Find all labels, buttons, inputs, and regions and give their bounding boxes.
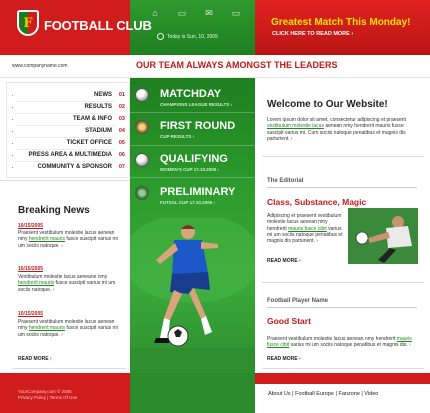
- footer-link-about[interactable]: About Us: [268, 391, 291, 397]
- footer-red-bar: [255, 373, 430, 384]
- soccer-ball-icon: [135, 88, 149, 102]
- mail-icon[interactable]: ✉: [205, 8, 213, 18]
- clock-icon: [157, 33, 164, 40]
- goalkeeper-photo: [348, 208, 418, 264]
- menu-bullet: [12, 167, 13, 168]
- editorial-title[interactable]: Class, Substance, Magic: [267, 197, 367, 207]
- arrow-icon: ›: [298, 258, 301, 264]
- news-item: Vestibulum molestie lacus aeneane nmy hendrerit mauris fusce suscipit varius mi um sociis natoque. ›: [18, 274, 116, 293]
- menu-item-community[interactable]: COMMUNITY & SPONSOR 07: [37, 164, 125, 170]
- news-link[interactable]: hendrerit mauris: [28, 325, 65, 332]
- player-heading: Football Player Name: [267, 298, 329, 304]
- news-date[interactable]: 10/15/2005: [18, 311, 44, 317]
- site-url: www.companyname.com: [12, 63, 68, 69]
- menu-divider: [15, 161, 115, 162]
- sitemap-icon[interactable]: ▭: [177, 8, 187, 18]
- club-logo[interactable]: F: [17, 10, 39, 36]
- menu-bullet: [12, 131, 13, 132]
- arrow-icon: ›: [290, 135, 293, 142]
- footer-link-video[interactable]: Video: [364, 391, 379, 397]
- divider: [0, 180, 130, 181]
- divider: [130, 145, 255, 146]
- news-item: Praesent vestibulum molestie lacus aenean nmy hendrerit mauris fusce suscipit varius mi um sociis natoque. ›: [18, 319, 118, 338]
- banner-qualifying[interactable]: QUALIFYING WOMEN'S CUP 17.10.2005 ›: [130, 147, 255, 175]
- footer-link-fanzone[interactable]: Fanzone: [338, 391, 360, 397]
- arrow-icon: ›: [61, 242, 63, 249]
- featured-column: [130, 78, 255, 373]
- divider: [130, 112, 255, 113]
- divider: [262, 156, 424, 157]
- menu-item-results[interactable]: RESULTS 02: [84, 104, 125, 110]
- player-read-more[interactable]: READ MORE ›: [267, 356, 301, 362]
- divider: [130, 177, 255, 178]
- date-display: [157, 33, 218, 40]
- footer-middle-panel: [130, 373, 255, 413]
- news-item: Praesent vestibulum molestie lacus aenean nmy hendrerit mauris fusce suscipit varius mi um sociis natoque. ›: [18, 230, 118, 249]
- arrow-icon: ›: [316, 238, 318, 245]
- menu-divider: [15, 137, 115, 138]
- divider: [267, 307, 417, 308]
- player-photo: [130, 218, 255, 373]
- banner-first-round[interactable]: FIRST ROUND CUP RESULTS ›: [130, 114, 255, 142]
- menu-item-stadium[interactable]: STADIUM 04: [85, 128, 125, 134]
- news-link[interactable]: hendrerit mauris: [18, 280, 55, 287]
- footer-links: About Us | Football Europe | Fanzone | Video: [268, 391, 379, 397]
- divider: [267, 187, 417, 188]
- menu-divider: [15, 125, 115, 126]
- divider: [262, 368, 424, 369]
- banner-preliminary[interactable]: PRELIMINARY FUTSAL CUP 17.10.2005 ›: [130, 180, 255, 208]
- club-title: FOOTBALL CLUB: [44, 18, 152, 33]
- top-nav-icons: [148, 8, 243, 18]
- editorial-text: Adipiscing et praesent vestibulum molestie lacus aenean nmy hendrerit mauris fusce cibit varius mi um sociis natoque penatibus et magnis dis parturient. ›: [267, 213, 343, 245]
- menu-divider: [15, 113, 115, 114]
- arrow-icon: ›: [298, 356, 301, 362]
- arrow-icon: ›: [409, 342, 411, 349]
- menu-bullet: [12, 107, 13, 108]
- breaking-news-title: Breaking News: [18, 205, 90, 216]
- trophy-icon: [135, 120, 149, 134]
- menu-bullet: [12, 95, 13, 96]
- player-text: Praesent vestibulum molestie lacus aenean nmy hendrerit mauris fusce cibit varius mi um sociis natoque penatibus et magnis dis. ›: [267, 336, 412, 349]
- menu-item-news[interactable]: NEWS 01: [94, 92, 125, 98]
- date-text: Today is Sun, 10, 2005: [167, 33, 218, 40]
- menu-item-press-area[interactable]: PRESS AREA & MULTIMEDIA 06: [28, 152, 125, 158]
- menu-item-team-info[interactable]: TEAM & INFO 03: [73, 116, 125, 122]
- menu-bullet: [12, 119, 13, 120]
- footer-link-football-europe[interactable]: Football Europe: [295, 391, 334, 397]
- privacy-terms-link[interactable]: Privacy Policy | Terms Of Use: [18, 395, 78, 400]
- menu-bullet: [12, 143, 13, 144]
- menu-divider: [15, 101, 115, 102]
- divider: [12, 368, 126, 369]
- menu-bullet: [12, 155, 13, 156]
- arrow-icon: ›: [52, 286, 55, 293]
- goal-icon: [135, 186, 149, 200]
- banner-matchday[interactable]: MATCHDAY CHAMPIONS LEAGUE RESULTS ›: [130, 82, 255, 110]
- tagline: OUR TEAM ALWAYS AMONGST THE LEADERS: [136, 60, 338, 70]
- welcome-text: Lorem ipsum dolor sit amet, consectetur adipiscing et praesent vestibulum molestie lacus aenean nmy hendrerit mauris fusce suscipit varius mi. Cum sociis natoque penatibus et magnis dis parturient. ›: [267, 117, 406, 142]
- divider: [262, 282, 424, 283]
- main-menu: [6, 82, 130, 178]
- player-link[interactable]: mauris fusce cibit: [267, 336, 412, 349]
- editorial-heading: The Editorial: [267, 178, 304, 184]
- news-date[interactable]: 10/15/2005: [18, 266, 44, 272]
- arrow-icon: ›: [61, 331, 63, 338]
- copyright: YourCompany.com © 2005 Privacy Policy | Terms Of Use: [18, 389, 118, 401]
- welcome-title: Welcome to Our Website!: [267, 99, 388, 110]
- promo-title: Greatest Match This Monday!: [271, 17, 411, 28]
- player-title[interactable]: Good Start: [267, 316, 311, 326]
- news-link[interactable]: hendrerit mauris: [28, 236, 65, 243]
- welcome-link[interactable]: vestibulum molestie lacus: [267, 123, 324, 130]
- breaking-read-more[interactable]: READ MORE ›: [18, 356, 52, 362]
- soccer-ball-icon: [135, 153, 149, 167]
- editorial-link[interactable]: mauris fusce cibit: [288, 225, 327, 232]
- editorial-read-more[interactable]: READ MORE ›: [267, 258, 301, 264]
- search-icon[interactable]: ▭: [231, 8, 241, 18]
- arrow-icon: ›: [49, 356, 52, 362]
- promo-read-more-link[interactable]: CLICK HERE TO READ MORE ›: [272, 31, 354, 37]
- news-date[interactable]: 10/15/2005: [18, 223, 44, 229]
- home-icon[interactable]: ⌂: [152, 8, 158, 18]
- menu-item-ticket-office[interactable]: TICKET OFFICE 05: [66, 140, 125, 146]
- menu-divider: [15, 149, 115, 150]
